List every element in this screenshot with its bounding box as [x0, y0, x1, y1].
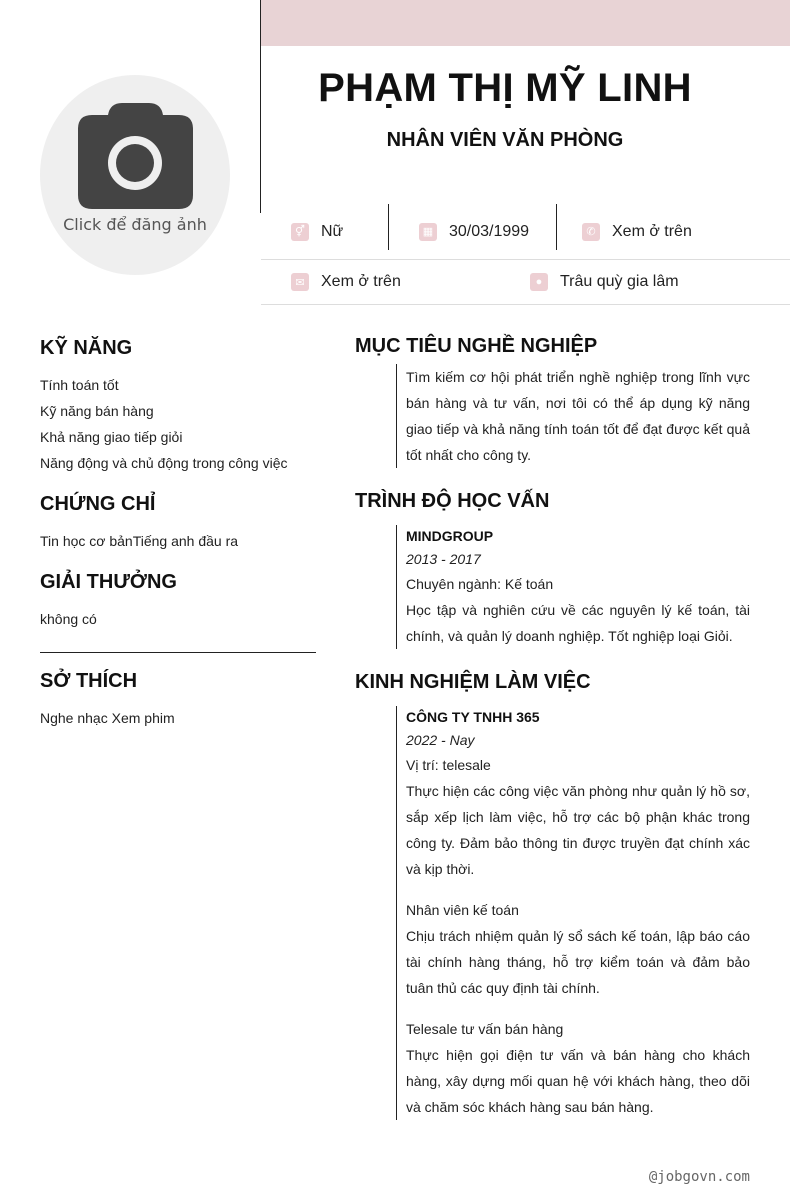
skill-item: Tính toán tốt — [40, 377, 119, 393]
address-field — [530, 260, 679, 304]
email-icon: ✉ — [291, 273, 309, 291]
phone-value: Xem ở trên — [612, 222, 692, 240]
education-description: Học tập và nghiên cứu về các nguyên lý kế toán, tài chính, và quản lý doanh nghiệp. Tốt nghiệp loại Giỏi. — [406, 602, 750, 644]
location-pin-icon: ● — [530, 273, 548, 291]
photo-upload-label: Click để đăng ảnh — [63, 215, 207, 234]
skill-item: Kỹ năng bán hàng — [40, 403, 154, 419]
experience-period: 2022 - Nay — [406, 732, 475, 748]
education-major: Chuyên ngành: Kế toán — [406, 576, 554, 592]
gender-icon: ⚥ — [291, 223, 309, 241]
awards-text: không có — [40, 611, 97, 627]
job-description: Thực hiện các công việc văn phòng như quản lý hồ sơ, sắp xếp lịch làm việc, hỗ trợ các bộ phận khác trong công ty. Đảm bảo thông tin được truyền đạt chính xác và kịp thời. — [406, 783, 750, 877]
job-description: Thực hiện gọi điện tư vấn và bán hàng cho khách hàng, xây dựng mối quan hệ với khách hàng, theo dõi và chăm sóc khách hàng sau bán hàng. — [406, 1047, 750, 1115]
right-column — [355, 335, 750, 1120]
school-name: MINDGROUP — [406, 528, 494, 544]
gender-field — [291, 204, 343, 259]
experience-heading: KINH NGHIỆM LÀM VIỆC — [355, 671, 591, 693]
education-period: 2013 - 2017 — [406, 551, 481, 567]
birthday-field — [419, 204, 529, 259]
skills-heading: KỸ NĂNG — [40, 337, 133, 359]
company-name: CÔNG TY TNHH 365 — [406, 709, 540, 725]
left-column — [40, 337, 316, 731]
objective-heading: MỤC TIÊU NGHỀ NGHIỆP — [355, 335, 598, 357]
education-heading: TRÌNH ĐỘ HỌC VẤN — [355, 490, 550, 512]
info-separator — [556, 204, 557, 250]
experience-block — [396, 706, 750, 1120]
site-watermark: @jobgovn.com — [648, 1169, 750, 1185]
birthday-value: 30/03/1999 — [449, 222, 530, 240]
job-title-item: Nhân viên kế toán — [406, 902, 519, 918]
info-row-1 — [261, 204, 790, 260]
gender-value: Nữ — [321, 222, 344, 240]
objective-text: Tìm kiếm cơ hội phát triển nghề nghiệp trong lĩnh vực bán hàng và tư vấn, nơi tôi có thể áp dụng kỹ năng giao tiếp và khả năng tính toán tốt để đạt được kết quả tốt nhất cho công ty. — [396, 364, 750, 468]
section-divider — [40, 652, 316, 653]
skill-item: Năng động và chủ động trong công việc — [40, 455, 288, 471]
phone-icon: ✆ — [582, 223, 600, 241]
certificates-heading: CHỨNG CHỈ — [40, 493, 156, 515]
hobbies-heading: SỞ THÍCH — [40, 670, 138, 692]
certificates-text: Tin học cơ bảnTiếng anh đầu ra — [40, 533, 239, 549]
header-accent-band — [261, 0, 790, 46]
calendar-icon: ▦ — [419, 223, 437, 241]
email-field — [291, 260, 401, 304]
experience-position: Vị trí: telesale — [406, 757, 491, 773]
camera-icon — [78, 103, 193, 209]
candidate-name: PHẠM THỊ MỸ LINH — [318, 66, 692, 110]
education-block — [396, 525, 750, 649]
job-title-item: Telesale tư vấn bán hàng — [406, 1021, 564, 1037]
info-row-2 — [261, 260, 790, 305]
phone-field — [582, 204, 692, 259]
profile-photo-upload[interactable] — [40, 75, 230, 275]
hobbies-text: Nghe nhạc Xem phim — [40, 710, 175, 726]
email-value: Xem ở trên — [321, 273, 401, 290]
skills-list — [40, 372, 316, 476]
skill-item: Khả năng giao tiếp giỏi — [40, 429, 183, 445]
address-value: Trâu quỳ gia lâm — [560, 273, 679, 290]
job-description: Chịu trách nhiệm quản lý sổ sách kế toán, lập báo cáo tài chính hàng tháng, hỗ trợ kiểm toán và đảm bảo tuân thủ các quy định tài chính. — [406, 928, 750, 996]
info-separator — [388, 204, 389, 250]
job-title: NHÂN VIÊN VĂN PHÒNG — [386, 129, 624, 151]
awards-heading: GIẢI THƯỞNG — [40, 571, 177, 593]
